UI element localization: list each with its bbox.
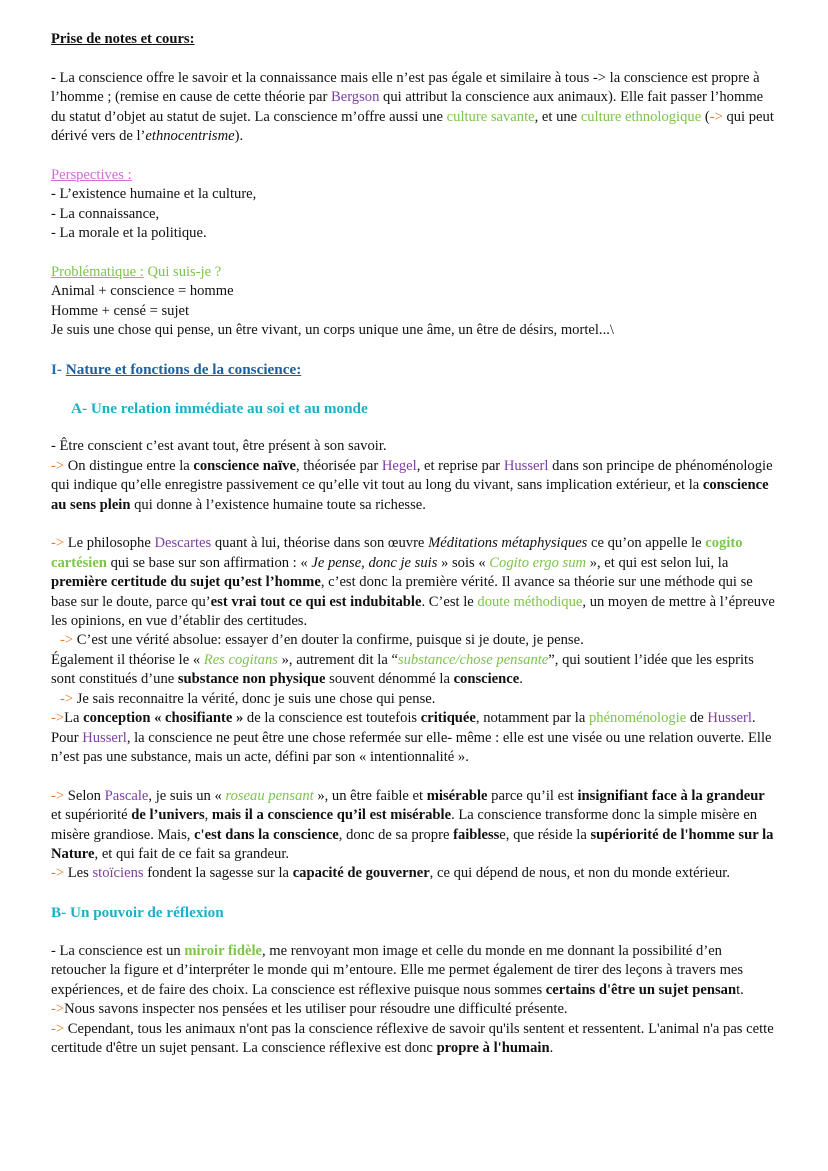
arrow-marker: ->	[51, 787, 65, 804]
arrow-marker: ->	[60, 690, 74, 707]
paragraph-b3: -> Cependant, tous les animaux n'ont pas la conscience réflexive de savoir qu'ils sentent et ressentent. L'animal n'a pas cette certitude d'être un sujet pensant. La conscience réflexive est donc propre à l'humain.	[51, 1020, 774, 1056]
paragraph-a4: -> C’est une vérité absolue: essayer d’en douter la confirme, puisque si je doute, je pense.	[60, 632, 584, 649]
section-a-heading: A- Une relation immédiate au soi et au monde	[71, 399, 368, 417]
paragraph-a2: -> On distingue entre la conscience naïve, théorisée par Hegel, et reprise par Husserl dans son principe de phénoménologie qui indique qu’elle enregistre passivement ce qu’elle vit tout au long du vivant, sans implication extérieur, et la conscience au sens plein qui donne à l’existence humaine toute sa richesse.	[51, 457, 773, 513]
name-stoiciens: stoïciens	[92, 865, 144, 882]
paragraph-a6: -> Je sais reconnaitre la vérité, donc je suis une chose qui pense.	[60, 690, 436, 707]
problematique-line: Je suis une chose qui pense, un être vivant, un corps unique une âme, un être de désirs, mortel...\	[51, 322, 614, 339]
section-b-heading: B- Un pouvoir de réflexion	[51, 904, 224, 922]
name-descartes: Descartes	[154, 535, 212, 552]
arrow-marker: ->	[51, 457, 65, 474]
intro-paragraph: - La conscience offre le savoir et la connaissance mais elle n’est pas égale et similaire à tous -> la conscience est propre à l’homme ; (remise en cause de cette théorie par Bergson qui attribut la conscience aux animaux). Elle fait passer l’homme du statut d’objet au statut de sujet. La conscience m’offre aussi une culture savante, et une culture ethnologique (-> qui peut dérivé vers de l’ethnocentrisme).	[51, 69, 774, 145]
name-hegel: Hegel	[381, 457, 417, 474]
name-pascale: Pascale	[104, 787, 149, 804]
problematique-line: Animal + conscience = homme	[51, 283, 234, 300]
perspective-item: - L’existence humaine et la culture,	[51, 186, 257, 203]
arrow-marker: ->	[51, 865, 65, 882]
arrow-marker: ->	[51, 710, 65, 727]
arrow-marker: ->	[60, 632, 74, 649]
page-title: Prise de notes et cours:	[51, 31, 195, 47]
arrow-marker: ->	[709, 108, 723, 125]
problematique-label: Problématique :	[51, 263, 144, 280]
document-page	[51, 30, 777, 1058]
section-1-heading: I- Nature et fonctions de la conscience:	[51, 360, 302, 378]
paragraph-a1: - Être conscient c’est avant tout, être présent à son savoir.	[51, 438, 387, 455]
term-culture-ethnologique: culture ethnologique	[580, 108, 702, 125]
term-culture-savante: culture savante	[446, 108, 535, 125]
perspective-item: - La morale et la politique.	[51, 225, 207, 242]
perspective-item: - La connaissance,	[51, 205, 160, 222]
paragraph-a3: -> Le philosophe Descartes quant à lui, théorise dans son œuvre Méditations métaphysiques ce qu’on appelle le cogito cartésien qui se base sur son affirmation : « Je pense, donc je suis » sois « Cogito ergo sum », et qui est selon lui, la première certitude du sujet qu’est l’homme, c’est donc la première vérité. Il avance sa théorie sur une méthode qui se base sur le doute, parce qu’est vrai tout ce qui est indubitable. C’est le doute méthodique, un moyen de mettre à l’épreuve les opinions, en vue d’établir des certitudes.	[51, 535, 775, 630]
paragraph-a7: ->La conception « chosifiante » de la conscience est toutefois critiquée, notamment par la phénoménologie de Husserl. Pour Husserl, la conscience ne peut être une chose refermée sur elle- même : elle est une visée ou une relation ouverte. Elle n’est pas une substance, mais un acte, défini par son « intentionnalité ».	[51, 710, 772, 765]
term-ethnocentrisme: ethnocentrisme	[145, 128, 235, 145]
paragraph-a8: -> Selon Pascale, je suis un « roseau pensant », un être faible et misérable parce qu’il est insignifiant face à la grandeur et supériorité de l’univers, mais il a conscience qu’il est misérable. La conscience transforme donc la simple misère en misère grandiose. Mais, c'est dans la conscience, donc de sa propre faiblesse, que réside la supériorité de l'homme sur la Nature, et qui fait de ce fait sa grandeur.	[51, 787, 774, 862]
arrow-marker: ->	[51, 535, 65, 552]
perspectives-label: Perspectives :	[51, 166, 132, 183]
paragraph-a9: -> Les stoïciens fondent la sagesse sur la capacité de gouverner, ce qui dépend de nous, et non du monde extérieur.	[51, 865, 730, 882]
problematique-line: Homme + censé = sujet	[51, 302, 190, 319]
problematique-question: Qui suis-je ?	[143, 263, 222, 280]
paragraph-b2: ->Nous savons inspecter nos pensées et les utiliser pour résoudre une difficulté présente.	[51, 1001, 568, 1018]
paragraph-b1: - La conscience est un miroir fidèle, me renvoyant mon image et celle du monde en me donnant la possibilité d’en retoucher la figure et d’interpréter le monde qui m’entoure. Elle me permet également de tirer des leçons à travers mes expériences, et de faire des choix. La conscience est réflexive puisque nous sommes certains d'être un sujet pensant.	[51, 942, 744, 998]
arrow-marker: ->	[51, 1001, 65, 1018]
arrow-marker: ->	[51, 1020, 65, 1037]
paragraph-a5: Également il théorise le « Res cogitans », autrement dit la “substance/chose pensante”, qui soutient l’idée que les esprits sont constitués d’une substance non physique souvent dénommé la conscience.	[51, 651, 754, 688]
name-husserl: Husserl	[503, 457, 549, 474]
problematique-heading	[51, 263, 777, 282]
name-bergson: Bergson	[331, 89, 380, 106]
